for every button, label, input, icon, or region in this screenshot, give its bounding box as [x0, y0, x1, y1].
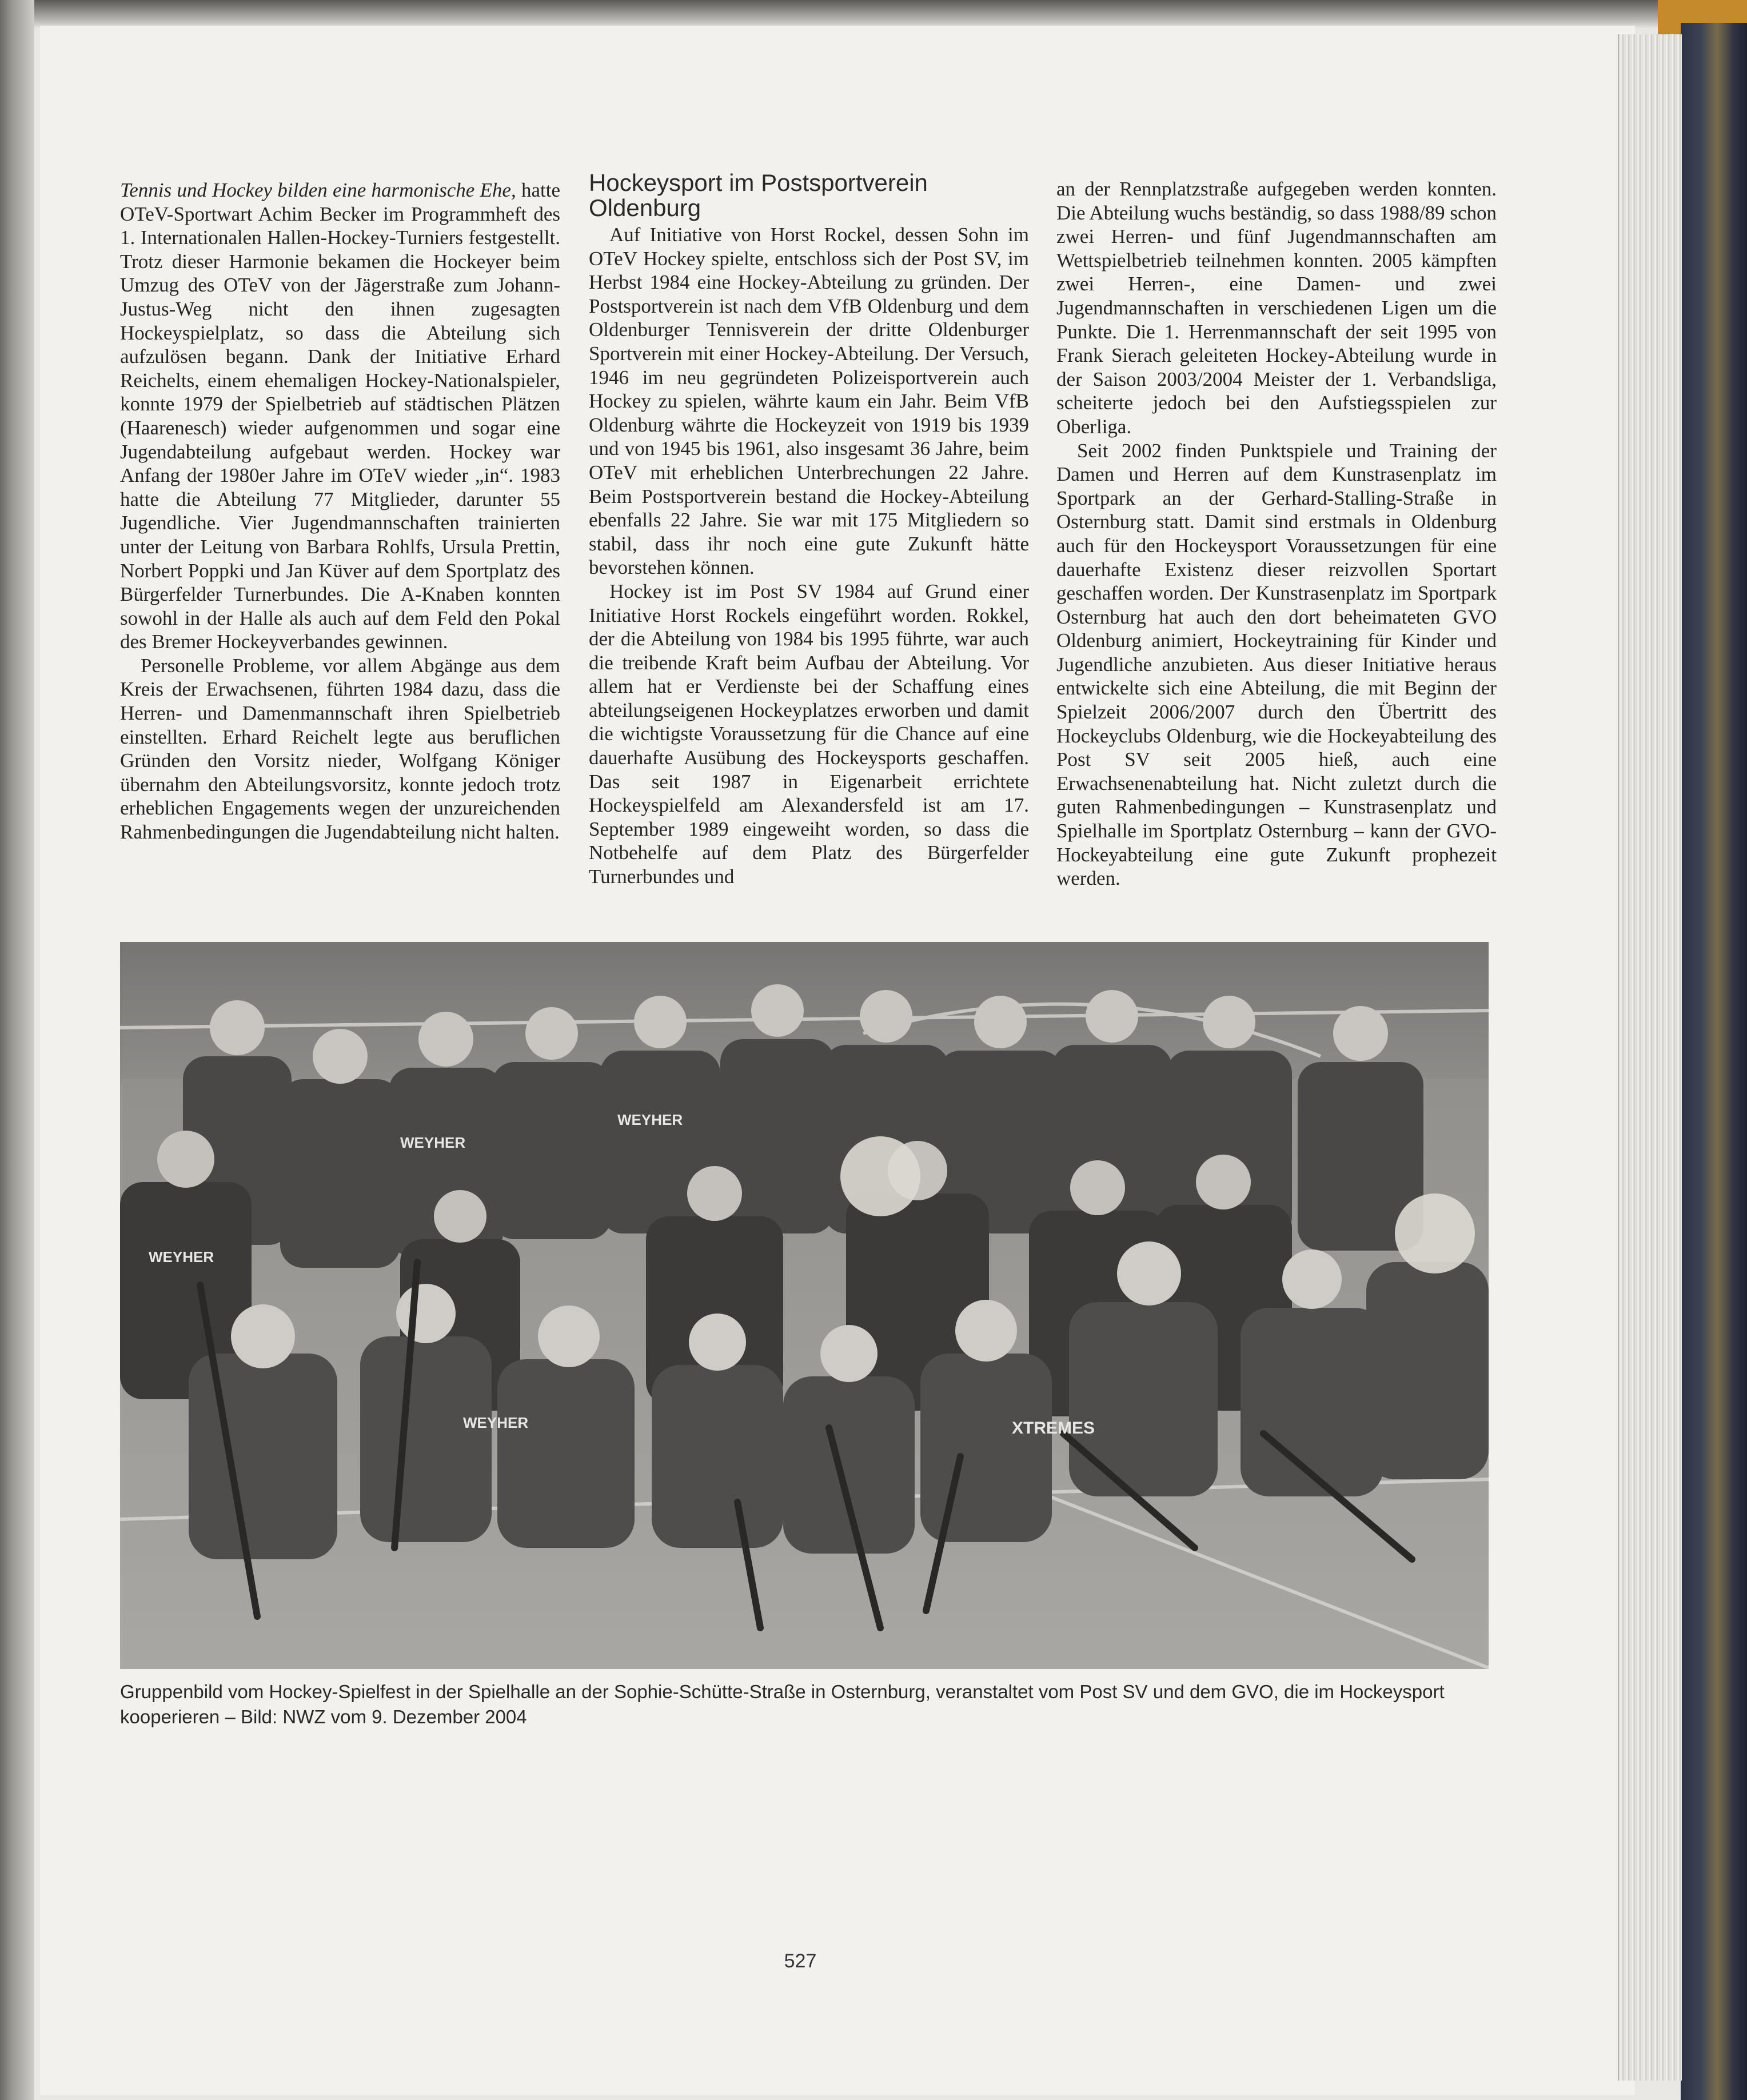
paragraph: [120, 178, 560, 654]
jersey-text: WEYHER: [400, 1134, 466, 1151]
paragraph: Seit 2002 finden Punktspiele und Training der Damen und Herren auf dem Kunstrasenplatz im Sportpark an der Gerhard-Stalling-Straße in Osternburg statt. Damit sind erstmals in Oldenburg auch für den Hockeysport Voraussetzungen für eine dauerhafte Existenz dieser reizvollen Sportart geschaffen worden. Der Kunstrasenplatz im Sportpark Osternburg hat auch den dort beheimateten GVO Oldenburg animiert, Hockeytraining für Kinder und Jugendliche anzubieten. Aus dieser Initiative heraus entwickelte sich eine Abteilung, die mit Beginn der Spielzeit 2006/2007 durch den Übertritt des Hockeyclubs Oldenburg, wie die Hockeyabteilung des Post SV seit 2005 hieß, auch eine Erwachsenenabteilung hat. Nicht zuletzt durch die guten Rahmenbedingungen – Kunstrasenplatz und Spielhalle im Sportplatz Osternburg – kann der GVO-Hockeyabteilung eine gute Zukunft prophezeit werden.: [1056, 439, 1497, 890]
paragraph: Auf Initiative von Horst Rockel, dessen Sohn im OTeV Hockey spielte, entschloss sich der Post SV, im Herbst 1984 eine Hockey-Abteilung zu gründen. Der Postsportverein ist nach dem VfB Oldenburg und dem Oldenburger Tennisverein der dritte Oldenburger Sportverein mit einer Hockey-Abteilung. Der Versuch, 1946 im neu gegründeten Polizeisportverein auch Hockey zu spielen, währte kaum ein Jahr. Beim VfB Oldenburg währte die Hockeyzeit von 1919 bis 1939 und von 1945 bis 1961, also insgesamt 36 Jahre, beim OTeV mit erheblichen Unterbrechungen 22 Jahre. Beim Postsportverein bestand die Hockey-Abteilung ebenfalls 22 Jahre. Sie war mit 175 Mitgliedern so stabil, dass ihr noch eine gute Zukunft hätte bevorstehen können.: [589, 223, 1029, 579]
jersey-text: XTREMES: [1012, 1419, 1095, 1438]
book-cover-edge: [1681, 23, 1747, 2100]
paragraph: Hockey ist im Post SV 1984 auf Grund einer Initiative Horst Rockels eingeführt worden. Rokkel, der die Abteilung von 1984 bis 1995 führte, war auch die treibende Kraft beim Aufbau der Abteilung. Vor allem hat er Verdienste bei der Schaffung eines abteilungseigenen Hockeyplatzes erworben und damit die wichtigste Voraussetzung für die Chance auf eine dauerhafte Ausübung des Hockeysports geschaffen. Das seit 1987 in Eigenarbeit errichtete Hockeyspielfeld am Alexandersfeld ist am 17. September 1989 eingeweiht worden, so dass die Notbehelfe auf dem Platz des Bürgerfelder Turnerbundes und: [589, 580, 1029, 888]
group-photo: [120, 942, 1489, 1669]
text-column-2: [589, 170, 1029, 889]
page-number: 527: [784, 1950, 817, 1972]
jersey-text: WEYHER: [149, 1248, 214, 1265]
group-photo-illustration: [120, 942, 1489, 1669]
text-column-3: [1056, 177, 1497, 891]
paragraph: Personelle Probleme, vor allem Abgänge aus dem Kreis der Erwachsenen, führten 1984 dazu, dass die Herren- und Damenmannschaft ihren Spielbetrieb einstellten. Erhard Reichelt legte aus beruflichen Gründen den Vorsitz nieder, Wolfgang Königer übernahm den Abteilungsvorsitz, konnte jedoch trotz erheblichen Engagements wegen der unzureichenden Rahmenbedingungen die Jugendabteilung nicht halten.: [120, 654, 560, 844]
scan-background-top: [0, 0, 1747, 29]
jersey-text: WEYHER: [617, 1111, 683, 1128]
paragraph: an der Rennplatzstraße aufgegeben werden konnten. Die Abteilung wuchs beständig, so dass 1988/89 schon zwei Herren- und fünf Jugendmannschaften am Wettspielbetrieb teilnehmen konnten. 2005 kämpften zwei Herren-, eine Damen- und zwei Jugendmannschaften in verschiedenen Ligen um die Punkte. Die 1. Herrenmannschaft der seit 1995 von Frank Sierach geleiteten Hockey-Abteilung wurde in der Saison 2003/2004 Meister der 1. Verbandsliga, scheiterte jedoch bei den Aufstiegsspielen zur Oberliga.: [1056, 178, 1497, 438]
italic-lead-quote: Tennis und Hockey bilden eine harmonische Ehe,: [120, 179, 516, 201]
photo-caption: Gruppenbild vom Hockey-Spielfest in der Spielhalle an der Sophie-Schütte-Straße in Osternburg, veranstaltet vom Post SV und dem GVO, die im Hockeysport kooperieren – Bild: NWZ vom 9. Dezember 2004: [120, 1681, 1445, 1727]
text-column-1: [120, 178, 560, 844]
paragraph-text: hatte OTeV-Sportwart Achim Becker im Programmheft des 1. Internationalen Hallen-Hockey-Turniers festgestellt. Trotz dieser Harmonie bekamen die Hockeyer beim Umzug des OTeV von der Jägerstraße zum Johann-Justus-Weg nicht den ihnen zugesagten Hockeyspielplatz, so dass die Abteilung sich aufzulösen begann. Dank der Initiative Erhard Reichelts, einem ehemaligen Hockey-Nationalspieler, konnte 1979 der Spielbetrieb auf städtischen Plätzen (Haarenesch) wieder aufgenommen und sogar eine Jugendabteilung aufgebaut werden. Hockey war Anfang der 1980er Jahre im OTeV wieder „in“. 1983 hatte die Abteilung 77 Mitglieder, darunter 55 Jugendliche. Vier Jugendmannschaften trainierten unter der Leitung von Barbara Rohlfs, Ursula Prettin, Norbert Poppki und Jan Küver auf dem Sportplatz des Bürgerfelder Turnerbundes. Die A-Knaben konnten sowohl in der Halle als auch auf dem Feld den Pokal des Bremer Hockeyverbandes gewinnen.: [120, 179, 560, 653]
page-stack-edges: [1618, 34, 1682, 2081]
jersey-text: WEYHER: [463, 1414, 529, 1431]
bleed-through-text: [606, 1795, 1463, 1869]
section-heading: Hockeysport im Postsportverein Oldenburg: [589, 169, 928, 221]
scan-background-left: [0, 0, 34, 2100]
